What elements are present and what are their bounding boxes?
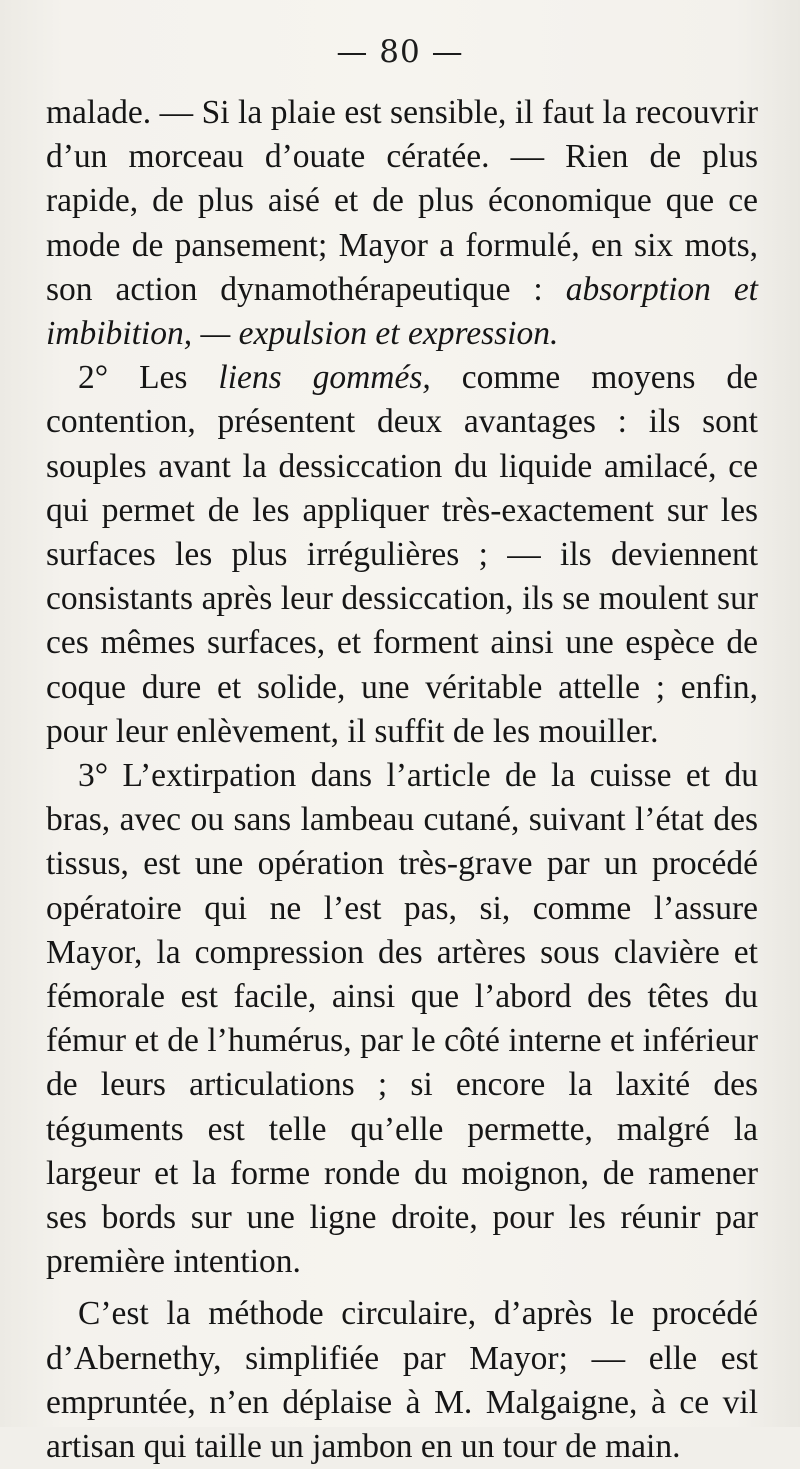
paragraph-text: comme moyens de contention, présentent deux avantages : ils sont souples avant la dessiccation du liquide amilacé, ce qui permet de les appliquer très-exactement sur les surfaces les plus irrégulières ; — ils deviennent consistants après leur dessiccation, ils se moulent sur ces mêmes surfaces, et forment ainsi une espèce de coque dure et solide, une véritable attelle ; enfin, pour leur enlèvement, il suffit de les mouiller. (46, 359, 759, 750)
paragraph-text: 3° L’extirpation dans l’article de la cuisse et du bras, avec ou sans lambeau cutané, suivant l’état des tissus, est une opération très-grave par un procédé opératoire qui ne l’est pas, si, comme l’assure Mayor, la compression des artères sous clavière et fémorale est facile, ainsi que l’abord des têtes du fémur et de l’humérus, par le côté interne et inférieur de leurs articulations ; si encore la laxité des téguments est telle qu’elle permette, malgré la largeur et la forme ronde du moignon, de ramener ses bords sur une ligne droite, pour les réunir par première intention. (46, 757, 758, 1281)
paragraph-text: 2° Les (78, 359, 219, 397)
paragraph-dressing-conclusion (46, 91, 758, 356)
body-text (46, 91, 758, 1469)
paragraph-emphasis: liens gommés, (218, 359, 431, 397)
paragraph-text: C’est la méthode circulaire, d’après le procédé d’Abernethy, simplifiée par Mayor; — elle est empruntée, n’en déplaise à M. Malgaigne, à ce vil artisan qui taille un jambon en un tour de main. (46, 1295, 758, 1466)
paragraph-emphasis: absorption et imbibition, — expulsion et expression. (46, 270, 758, 353)
paragraph-text: malade. — Si la plaie est sensible, il faut la recouvrir d’un morceau d’ouate cératée. — Rien de plus rapide, de plus aisé et de plus économique que ce mode de pansement; Mayor a formulé, en six mots, son action dynamothérapeutique : (46, 94, 758, 308)
paragraph-circular-method (46, 1292, 758, 1469)
paragraph-gummed-bands (46, 356, 758, 754)
page-number: — 80 — (336, 34, 464, 70)
paragraph-extirpation (46, 754, 758, 1284)
